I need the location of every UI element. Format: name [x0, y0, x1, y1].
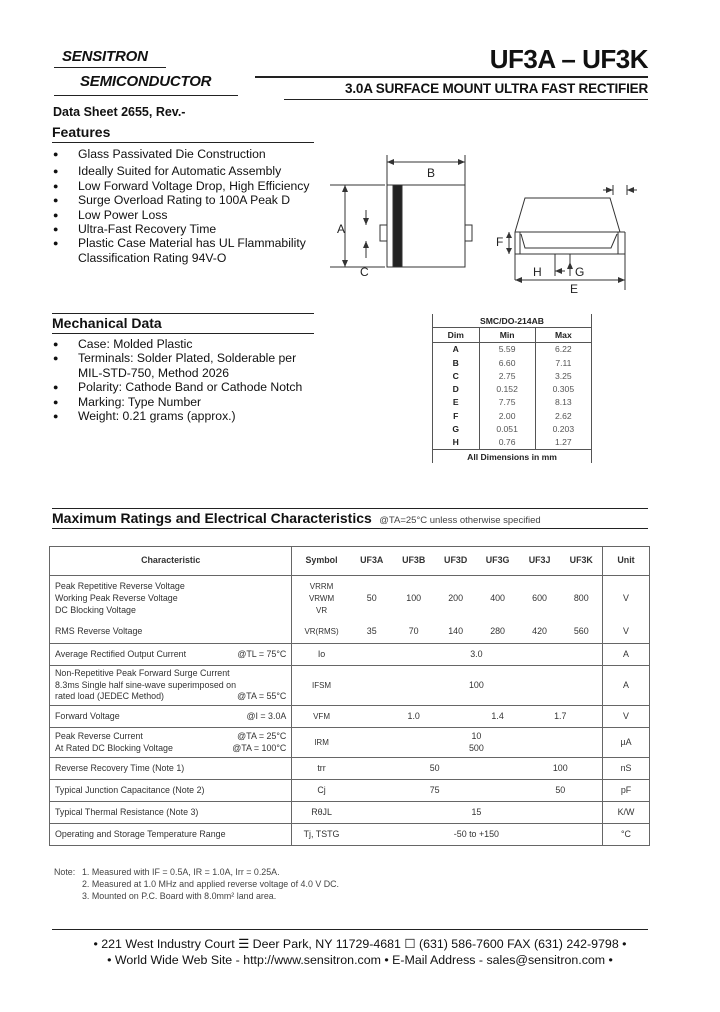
table-row	[50, 706, 650, 728]
notes-list	[82, 866, 339, 902]
characteristic-cell	[50, 666, 292, 706]
characteristic-cell	[50, 644, 292, 666]
characteristic-text: Average Rectified Output Current	[55, 648, 187, 659]
min-cell: 0.76	[479, 436, 535, 450]
value-cell: 1.7	[519, 706, 603, 728]
symbol-cell: VFM	[292, 706, 351, 728]
unit-cell: °C	[602, 824, 649, 846]
data-sheet-number: Data Sheet 2655, Rev.-	[53, 105, 186, 119]
table-row	[433, 422, 592, 435]
symbol-line: VRWM	[308, 593, 335, 603]
feature-item: ● Glass Passivated Die Construction	[52, 147, 322, 161]
condition-text: @TL = 75°C	[237, 648, 287, 659]
unit-cell: µA	[602, 728, 649, 758]
header-uf3j: UF3J	[519, 547, 561, 576]
table-row	[50, 802, 650, 824]
header-uf3b: UF3B	[393, 547, 435, 576]
table-row	[50, 728, 650, 758]
max-cell: 0.203	[535, 422, 591, 435]
value-cell	[351, 728, 603, 758]
value-cell: 800	[561, 576, 603, 622]
unit-cell: V	[602, 706, 649, 728]
min-cell: 2.75	[479, 369, 535, 382]
dim-label-a: A	[337, 222, 346, 236]
characteristic-line: Working Peak Reverse Voltage	[55, 592, 178, 603]
max-cell: 3.25	[535, 369, 591, 382]
condition-text: @TA = 100°C	[232, 742, 287, 753]
product-subtitle: 3.0A SURFACE MOUNT ULTRA FAST RECTIFIER	[345, 81, 648, 96]
value-cell: 3.0	[351, 644, 603, 666]
subtitle-rule	[284, 99, 648, 100]
value-cell: 100	[351, 666, 603, 706]
characteristic-line: 8.3ms Single half sine-wave superimposed on	[55, 679, 237, 690]
dim-cell: H	[433, 436, 480, 450]
value-cell: 560	[561, 622, 603, 644]
characteristic-cell: RMS Reverse Voltage	[50, 622, 292, 644]
ratings-heading	[52, 510, 541, 528]
symbol-cell: Tj, TSTG	[292, 824, 351, 846]
value-cell: 100	[393, 576, 435, 622]
value-cell: 600	[519, 576, 561, 622]
value-cell: 50	[519, 780, 603, 802]
value-cell: 200	[435, 576, 477, 622]
table-row	[433, 436, 592, 450]
unit-cell: A	[602, 666, 649, 706]
max-col-header: Max	[535, 328, 591, 342]
dim-cell: F	[433, 409, 480, 422]
max-cell: 0.305	[535, 382, 591, 395]
mechanical-title: Mechanical Data	[52, 315, 162, 331]
max-cell: 1.27	[535, 436, 591, 450]
mechanical-rule-top	[52, 313, 314, 314]
symbol-cell: IFSM	[292, 666, 351, 706]
note-item: 3. Mounted on P.C. Board with 8.0mm² land area.	[82, 891, 277, 901]
condition-text: @TA = 25°C	[237, 730, 287, 741]
dim-cell: A	[433, 342, 480, 356]
header-uf3k: UF3K	[561, 547, 603, 576]
footer-web-email: • World Wide Web Site - http://www.sensitron.com • E-Mail Address - sales@sensitron.com •	[107, 953, 613, 967]
symbol-cell	[292, 576, 351, 622]
table-row	[50, 622, 650, 644]
value-cell: 100	[519, 758, 603, 780]
ratings-table	[49, 546, 650, 846]
mechanical-item: ● Polarity: Cathode Band or Cathode Notch	[52, 380, 322, 394]
dim-cell: D	[433, 382, 480, 395]
max-cell: 2.62	[535, 409, 591, 422]
header-characteristic: Characteristic	[50, 547, 292, 576]
mechanical-item: ● Case: Molded Plastic	[52, 337, 322, 351]
min-cell: 0.152	[479, 382, 535, 395]
min-cell: 2.00	[479, 409, 535, 422]
header-uf3d: UF3D	[435, 547, 477, 576]
min-cell: 7.75	[479, 396, 535, 409]
value-cell: 15	[351, 802, 603, 824]
package-outline-diagram	[325, 150, 655, 300]
unit-cell: pF	[602, 780, 649, 802]
dim-cell: B	[433, 356, 480, 369]
symbol-cell: IRM	[292, 728, 351, 758]
dim-cell: G	[433, 422, 480, 435]
value-cell: 400	[477, 576, 519, 622]
value-cell: 50	[351, 758, 519, 780]
dim-label-h: H	[533, 265, 542, 279]
table-row	[50, 780, 650, 802]
header-uf3g: UF3G	[477, 547, 519, 576]
characteristic-text: At Rated DC Blocking Voltage	[55, 742, 173, 753]
value-cell: 70	[393, 622, 435, 644]
table-row	[50, 576, 650, 622]
characteristic-line	[55, 731, 286, 743]
notes-label: Note:	[54, 867, 76, 877]
characteristic-cell	[50, 706, 292, 728]
part-range-title: UF3A – UF3K	[489, 44, 648, 74]
max-cell: 7.11	[535, 356, 591, 369]
dim-label-b: B	[427, 166, 436, 180]
company-name-line2: SEMICONDUCTOR	[80, 73, 212, 90]
characteristic-line: DC Blocking Voltage	[55, 604, 136, 615]
table-row	[433, 356, 592, 369]
characteristic-line	[55, 691, 286, 703]
feature-item: ● Low Forward Voltage Drop, High Efficiency	[52, 179, 322, 193]
value-cell: 75	[351, 780, 519, 802]
max-cell: 6.22	[535, 342, 591, 356]
dim-label-e: E	[570, 282, 579, 296]
company-underline-1	[54, 67, 166, 68]
value-cell: 50	[351, 576, 393, 622]
dimension-table	[432, 314, 592, 463]
table-row	[433, 342, 592, 356]
characteristic-cell: Typical Junction Capacitance (Note 2)	[50, 780, 292, 802]
table-row	[50, 666, 650, 706]
min-cell: 0.051	[479, 422, 535, 435]
value-cell: 420	[519, 622, 561, 644]
condition-text: @TA = 55°C	[237, 691, 287, 702]
dim-col-header: Dim	[433, 328, 480, 342]
symbol-line: VR	[315, 605, 328, 615]
value-cell: 1.0	[351, 706, 477, 728]
feature-item: ● Ideally Suited for Automatic Assembly	[52, 164, 322, 178]
feature-item: ● Plastic Case Material has UL Flammability Classification Rating 94V-O	[52, 236, 322, 265]
company-name-line1: SENSITRON	[62, 48, 148, 65]
features-list	[52, 147, 322, 265]
table-row	[50, 824, 650, 846]
characteristic-text: Peak Reverse Current	[55, 730, 143, 741]
characteristic-line: Non-Repetitive Peak Forward Surge Current	[55, 668, 230, 679]
symbol-cell: trr	[292, 758, 351, 780]
note-item: 2. Measured at 1.0 MHz and applied reverse voltage of 4.0 V DC.	[82, 879, 340, 889]
max-cell: 8.13	[535, 396, 591, 409]
mechanical-item: ● Weight: 0.21 grams (approx.)	[52, 409, 322, 423]
header-unit: Unit	[602, 547, 649, 576]
ratings-rule-top	[52, 508, 648, 509]
table-row	[433, 382, 592, 395]
condition-text: @I = 3.0A	[246, 710, 287, 721]
value-cell: 280	[477, 622, 519, 644]
value-line: 500	[468, 742, 484, 753]
mechanical-item: ● Terminals: Solder Plated, Solderable per MIL-STD-750, Method 2026	[52, 351, 322, 380]
dim-label-c: C	[360, 265, 369, 279]
feature-item: ● Ultra-Fast Recovery Time	[52, 222, 322, 236]
characteristic-line	[55, 743, 286, 755]
min-col-header: Min	[479, 328, 535, 342]
characteristic-cell: Operating and Storage Temperature Range	[50, 824, 292, 846]
features-rule	[52, 142, 314, 143]
feature-item: ● Low Power Loss	[52, 208, 322, 222]
mechanical-list	[52, 337, 322, 423]
value-cell: 140	[435, 622, 477, 644]
unit-cell: V	[602, 622, 649, 644]
unit-cell: A	[602, 644, 649, 666]
characteristic-line: Peak Repetitive Reverse Voltage	[55, 581, 185, 592]
ratings-condition: @TA=25°C unless otherwise specified	[379, 515, 541, 526]
ratings-rule-bottom	[52, 528, 648, 529]
company-underline-2	[54, 95, 238, 96]
feature-item: ● Surge Overload Rating to 100A Peak D	[52, 193, 322, 207]
min-cell: 6.60	[479, 356, 535, 369]
unit-cell: nS	[602, 758, 649, 780]
unit-cell: V	[602, 576, 649, 622]
characteristic-text: Forward Voltage	[55, 710, 120, 721]
table-row	[50, 758, 650, 780]
value-cell: 35	[351, 622, 393, 644]
characteristic-cell	[50, 728, 292, 758]
characteristic-text: rated load (JEDEC Method)	[55, 691, 165, 702]
header-symbol: Symbol	[292, 547, 351, 576]
dim-label-f: F	[496, 235, 504, 249]
characteristic-cell	[50, 576, 292, 622]
unit-cell: K/W	[602, 802, 649, 824]
footer-rule	[52, 929, 648, 930]
value-line: 10	[471, 730, 482, 741]
table-row	[433, 396, 592, 409]
dim-cell: C	[433, 369, 480, 382]
symbol-line: VRRM	[309, 582, 334, 592]
symbol-cell: VR(RMS)	[292, 622, 351, 644]
table-row	[433, 369, 592, 382]
symbol-cell: Io	[292, 644, 351, 666]
mechanical-rule-bottom	[52, 333, 314, 334]
dim-label-g: G	[575, 265, 585, 279]
min-cell: 5.59	[479, 342, 535, 356]
dimension-table-footer: All Dimensions in mm	[433, 449, 592, 463]
header-uf3a: UF3A	[351, 547, 393, 576]
title-rule	[255, 76, 648, 78]
value-cell: -50 to +150	[351, 824, 603, 846]
dim-cell: E	[433, 396, 480, 409]
footer-address: • 221 West Industry Court ☰ Deer Park, NY 11729-4681 ☐ (631) 586-7600 FAX (631) 242-9798 •	[93, 937, 627, 951]
characteristic-cell: Reverse Recovery Time (Note 1)	[50, 758, 292, 780]
features-title: Features	[52, 124, 111, 140]
mechanical-item: ● Marking: Type Number	[52, 395, 322, 409]
value-cell: 1.4	[477, 706, 519, 728]
ratings-title: Maximum Ratings and Electrical Characteristics	[52, 510, 372, 526]
dimension-table-title: SMC/DO-214AB	[433, 314, 592, 328]
table-row	[433, 409, 592, 422]
symbol-cell: RθJL	[292, 802, 351, 824]
characteristic-cell: Typical Thermal Resistance (Note 3)	[50, 802, 292, 824]
table-row	[50, 644, 650, 666]
symbol-cell: Cj	[292, 780, 351, 802]
note-item: 1. Measured with IF = 0.5A, IR = 1.0A, Irr = 0.25A.	[82, 867, 280, 877]
